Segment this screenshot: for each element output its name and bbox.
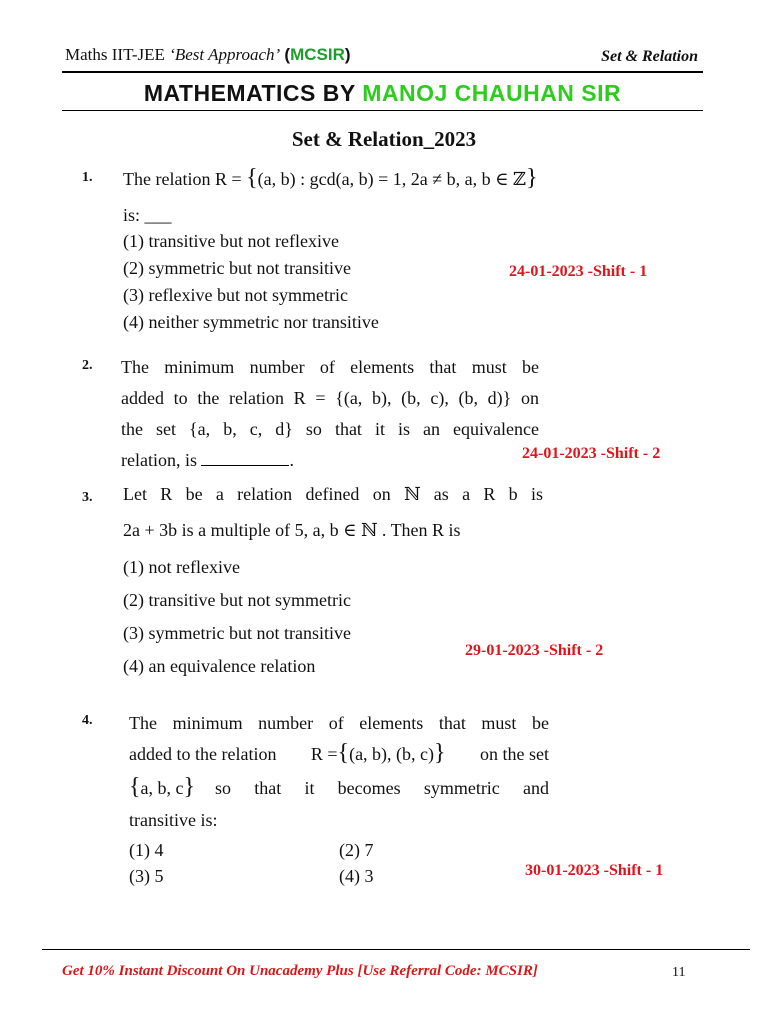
footer-rule — [42, 949, 750, 950]
option: (1) not reflexive — [123, 557, 240, 577]
option: (4) neither symmetric nor transitive — [123, 312, 379, 332]
option: (4) 3 — [339, 866, 374, 886]
question-number-3: 3. — [82, 490, 93, 505]
question-4-base-set: a, b, c — [140, 778, 184, 798]
question-4-relation-set: (a, b), (b, c) — [349, 744, 435, 764]
option: (2) transitive but not symmetric — [123, 590, 351, 610]
question-3-date: 29-01-2023 -Shift - 2 — [465, 642, 604, 659]
page-title: Set & Relation_2023 — [291, 127, 477, 151]
question-1-prompt: is: ___ — [123, 205, 172, 225]
header-left — [65, 45, 351, 65]
question-4-options — [129, 837, 389, 889]
banner-rule — [62, 110, 703, 111]
author-banner — [62, 80, 703, 107]
question-number-4: 4. — [82, 713, 93, 728]
question-2-statement: The minimum number of elements that must be added to the relation R = {(a, b), (b, c), (b, d)} on the set {a, b, c, d} so that it is an equivalence relation, is . — [121, 357, 539, 470]
option: (1) 4 — [129, 840, 164, 860]
header-chapter: Set & Relation — [601, 48, 698, 65]
option: (4) an equivalence relation — [123, 656, 316, 676]
option: (3) symmetric but not transitive — [123, 623, 351, 643]
header-subject: Maths IIT-JEE — [65, 45, 165, 64]
question-1-date: 24-01-2023 -Shift - 1 — [509, 263, 648, 280]
question-number-1: 1. — [82, 170, 93, 185]
footer-promo: Get 10% Instant Discount On Unacademy Plus [Use Referral Code: MCSIR] — [62, 963, 538, 979]
question-1-options — [123, 228, 379, 336]
question-3-line-1: Let R be a relation defined on ℕ as a R b is — [123, 484, 543, 504]
option: (3) reflexive but not symmetric — [123, 285, 348, 305]
header-brand: (MCSIR) — [284, 45, 351, 64]
banner-name: MANOJ CHAUHAN SIR — [362, 80, 622, 106]
banner-prefix: MATHEMATICS BY — [143, 80, 356, 106]
page-number: 11 — [672, 965, 686, 980]
header-rule — [62, 71, 703, 73]
question-3-line-2: 2a + 3b is a multiple of 5, a, b ∈ ℕ . Then R is — [123, 520, 461, 540]
option: (2) 7 — [339, 840, 374, 860]
option: (2) symmetric but not transitive — [123, 258, 351, 278]
question-1-set: (a, b) : gcd(a, b) = 1, 2a ≠ b, a, b ∈ ℤ — [257, 169, 527, 189]
question-number-2: 2. — [82, 358, 93, 373]
question-3-options — [123, 551, 351, 683]
option: (1) transitive but not reflexive — [123, 231, 339, 251]
question-2-date: 24-01-2023 -Shift - 2 — [522, 445, 661, 462]
header-tagline: ‘Best Approach’ — [169, 45, 281, 64]
question-1-statement: The relation R = {(a, b) : gcd(a, b) = 1, 2a ≠ b, a, b ∈ ℤ} — [123, 165, 538, 191]
option: (3) 5 — [129, 866, 164, 886]
question-4-statement: The minimum number of elements that must be added to the relation R ={(a, b), (b, c)} on the set {a, b, c} so that it becomes symmetric and transitive is: — [129, 713, 549, 830]
question-4-date: 30-01-2023 -Shift - 1 — [525, 862, 664, 879]
